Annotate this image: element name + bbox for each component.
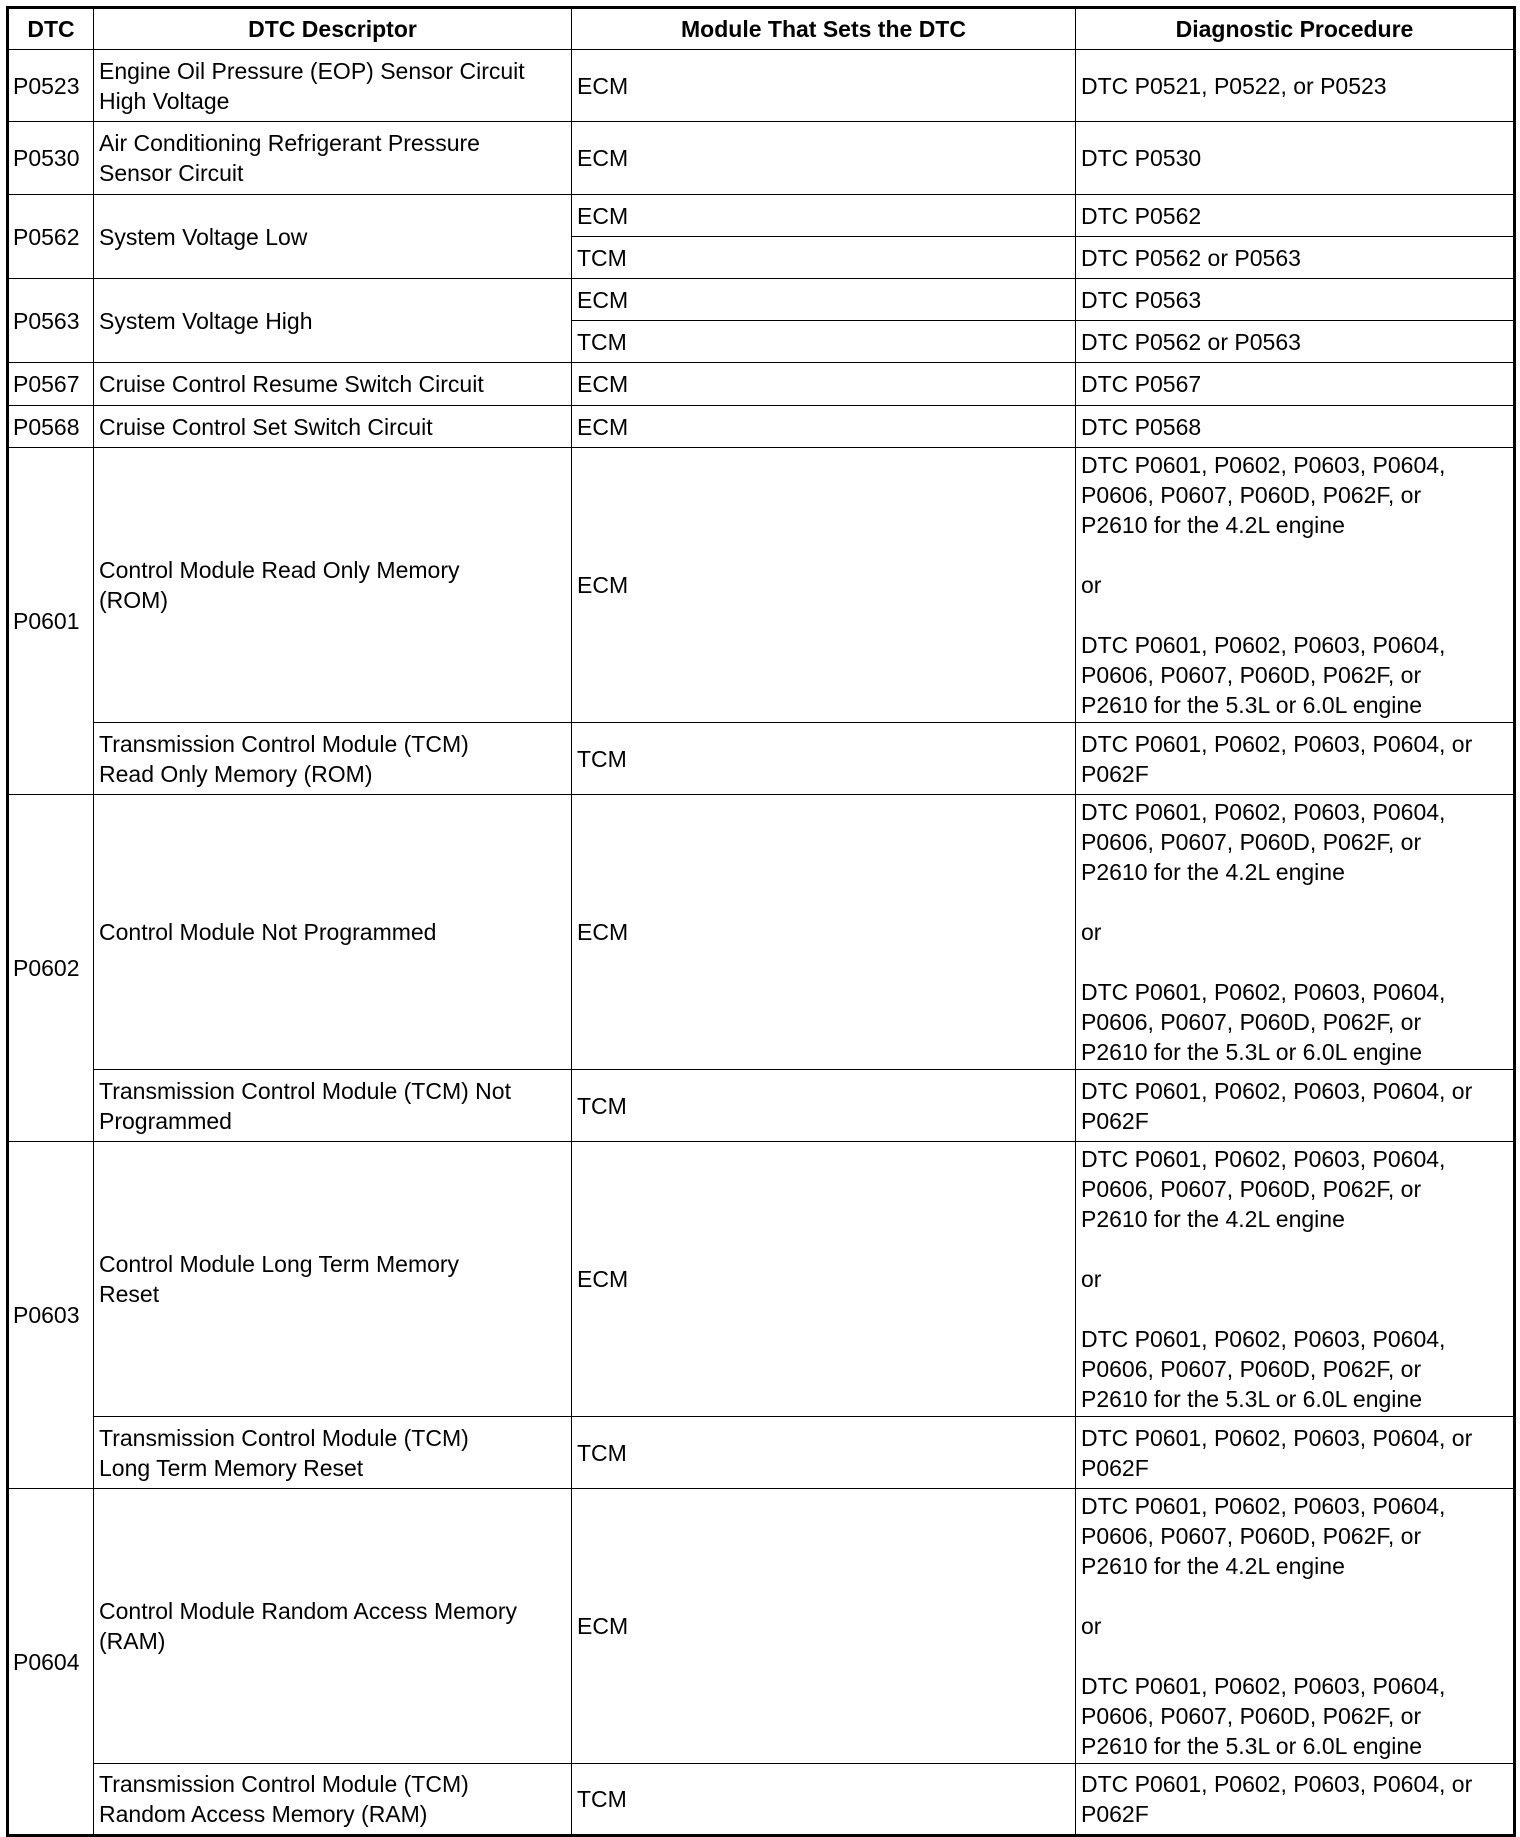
module-name: TCM — [572, 321, 1076, 363]
dtc-code: P0604 — [8, 1489, 94, 1836]
dtc-descriptor: Transmission Control Module (TCM) Long Term Memory Reset — [94, 1417, 572, 1489]
dtc-descriptor: System Voltage High — [94, 279, 572, 363]
header-diagnostic-procedure: Diagnostic Procedure — [1076, 8, 1515, 50]
header-module: Module That Sets the DTC — [572, 8, 1076, 50]
dtc-descriptor: Transmission Control Module (TCM) Read Only Memory (ROM) — [94, 723, 572, 795]
dtc-descriptor: Control Module Long Term Memory Reset — [94, 1142, 572, 1417]
table-row — [8, 406, 1515, 448]
module-name: TCM — [572, 1764, 1076, 1836]
table-row — [8, 448, 1515, 723]
dtc-descriptor: Control Module Random Access Memory (RAM) — [94, 1489, 572, 1764]
dtc-descriptor: System Voltage Low — [94, 195, 572, 279]
table-row — [8, 1417, 1515, 1489]
diagnostic-procedure: DTC P0601, P0602, P0603, P0604, or P062F — [1076, 723, 1515, 795]
module-name: TCM — [572, 1417, 1076, 1489]
module-name: ECM — [572, 448, 1076, 723]
table-row — [8, 195, 1515, 237]
dtc-code: P0530 — [8, 122, 94, 195]
dtc-descriptor: Air Conditioning Refrigerant Pressure Sensor Circuit — [94, 122, 572, 195]
dtc-code: P0523 — [8, 50, 94, 122]
table-row — [8, 1489, 1515, 1764]
diagnostic-procedure: DTC P0562 — [1076, 195, 1515, 237]
diagnostic-procedure: DTC P0601, P0602, P0603, P0604, P0606, P0607, P060D, P062F, or P2610 for the 4.2L engine or DTC P0601, P0602, P0603, P0604, P0606, P0607, P060D, P062F, or P2610 for the 5.3L or 6.0L engine — [1076, 1489, 1515, 1764]
module-name: ECM — [572, 50, 1076, 122]
module-name: ECM — [572, 279, 1076, 321]
diagnostic-procedure: DTC P0563 — [1076, 279, 1515, 321]
table-row — [8, 1764, 1515, 1836]
table-row — [8, 363, 1515, 406]
diagnostic-procedure: DTC P0562 or P0563 — [1076, 237, 1515, 279]
diagnostic-procedure: DTC P0601, P0602, P0603, P0604, P0606, P0607, P060D, P062F, or P2610 for the 4.2L engine or DTC P0601, P0602, P0603, P0604, P0606, P0607, P060D, P062F, or P2610 for the 5.3L or 6.0L engine — [1076, 795, 1515, 1070]
dtc-code: P0568 — [8, 406, 94, 448]
module-name: ECM — [572, 122, 1076, 195]
dtc-code: P0563 — [8, 279, 94, 363]
diagnostic-procedure: DTC P0521, P0522, or P0523 — [1076, 50, 1515, 122]
dtc-descriptor: Cruise Control Resume Switch Circuit — [94, 363, 572, 406]
table-row — [8, 122, 1515, 195]
dtc-descriptor: Transmission Control Module (TCM) Not Programmed — [94, 1070, 572, 1142]
module-name: ECM — [572, 795, 1076, 1070]
table-row — [8, 50, 1515, 122]
module-name: ECM — [572, 363, 1076, 406]
header-dtc-descriptor: DTC Descriptor — [94, 8, 572, 50]
module-name: ECM — [572, 406, 1076, 448]
module-name: ECM — [572, 1489, 1076, 1764]
dtc-descriptor: Engine Oil Pressure (EOP) Sensor Circuit High Voltage — [94, 50, 572, 122]
module-name: ECM — [572, 195, 1076, 237]
table-row — [8, 1070, 1515, 1142]
module-name: TCM — [572, 237, 1076, 279]
table-row — [8, 279, 1515, 321]
dtc-code: P0603 — [8, 1142, 94, 1489]
dtc-code: P0601 — [8, 448, 94, 795]
dtc-code: P0567 — [8, 363, 94, 406]
dtc-table — [6, 6, 1516, 1837]
diagnostic-procedure: DTC P0601, P0602, P0603, P0604, or P062F — [1076, 1070, 1515, 1142]
module-name: TCM — [572, 723, 1076, 795]
dtc-descriptor: Control Module Read Only Memory (ROM) — [94, 448, 572, 723]
diagnostic-procedure: DTC P0562 or P0563 — [1076, 321, 1515, 363]
dtc-descriptor: Control Module Not Programmed — [94, 795, 572, 1070]
diagnostic-procedure: DTC P0567 — [1076, 363, 1515, 406]
table-row — [8, 1142, 1515, 1417]
table-row — [8, 723, 1515, 795]
diagnostic-procedure: DTC P0601, P0602, P0603, P0604, or P062F — [1076, 1417, 1515, 1489]
diagnostic-procedure: DTC P0601, P0602, P0603, P0604, P0606, P0607, P060D, P062F, or P2610 for the 4.2L engine or DTC P0601, P0602, P0603, P0604, P0606, P0607, P060D, P062F, or P2610 for the 5.3L or 6.0L engine — [1076, 448, 1515, 723]
dtc-code: P0562 — [8, 195, 94, 279]
diagnostic-procedure: DTC P0530 — [1076, 122, 1515, 195]
table-row — [8, 795, 1515, 1070]
dtc-descriptor: Cruise Control Set Switch Circuit — [94, 406, 572, 448]
module-name: TCM — [572, 1070, 1076, 1142]
dtc-descriptor: Transmission Control Module (TCM) Random Access Memory (RAM) — [94, 1764, 572, 1836]
diagnostic-procedure: DTC P0568 — [1076, 406, 1515, 448]
diagnostic-procedure: DTC P0601, P0602, P0603, P0604, P0606, P0607, P060D, P062F, or P2610 for the 4.2L engine or DTC P0601, P0602, P0603, P0604, P0606, P0607, P060D, P062F, or P2610 for the 5.3L or 6.0L engine — [1076, 1142, 1515, 1417]
diagnostic-procedure: DTC P0601, P0602, P0603, P0604, or P062F — [1076, 1764, 1515, 1836]
dtc-code: P0602 — [8, 795, 94, 1142]
header-dtc: DTC — [8, 8, 94, 50]
table-header-row — [8, 8, 1515, 50]
module-name: ECM — [572, 1142, 1076, 1417]
